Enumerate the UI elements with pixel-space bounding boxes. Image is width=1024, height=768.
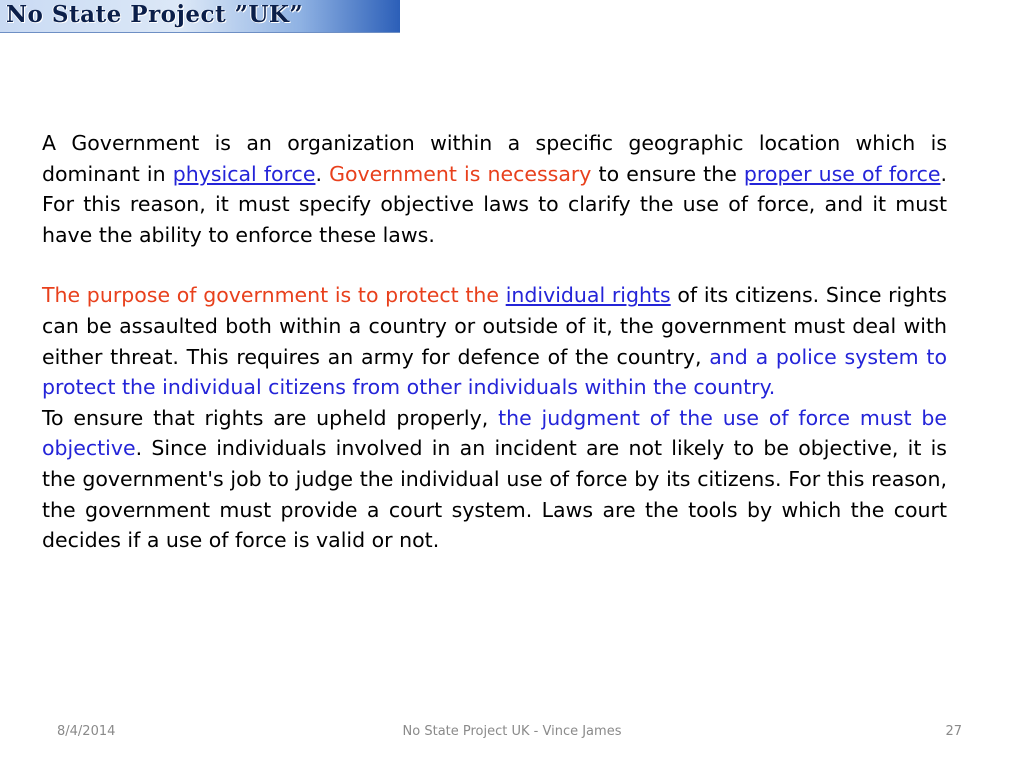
paragraph-gap	[42, 250, 947, 280]
footer-date: 8/4/2014	[57, 724, 116, 739]
text-span: To ensure that rights are upheld properly,	[42, 405, 499, 430]
paragraph-objective-judgment	[42, 403, 947, 556]
highlight-blue: and a police system to protect the individual citizens from other individuals within the country.	[42, 344, 947, 400]
highlight-red: The purpose of government is to protect the	[42, 283, 499, 308]
footer-page-number: 27	[945, 724, 962, 739]
link-physical-force[interactable]: physical force	[172, 161, 316, 186]
footer-title: No State Project UK - Vince James	[402, 724, 622, 739]
text-span: to ensure the	[591, 161, 744, 186]
logo-banner	[0, 0, 400, 33]
link-individual-rights[interactable]: individual rights	[505, 283, 671, 308]
logo-text: No State Project ”UK”	[6, 1, 304, 28]
text-span: . For this reason, it must specify objective laws to clarify the use of force, and it must have the ability to enforce these laws.	[42, 161, 947, 247]
paragraph-purpose	[42, 280, 947, 402]
text-span: A Government is an organization within a specific geographic location which is dominant in	[42, 131, 947, 186]
slide-body	[42, 128, 947, 556]
text-span: .	[315, 161, 330, 186]
text-span	[499, 283, 506, 307]
link-proper-use-of-force[interactable]: proper use of force	[743, 161, 941, 186]
highlight-red: Government is necessary	[329, 161, 592, 186]
text-span: . Since individuals involved in an incident are not likely to be objective, it is the government's job to judge the individual use of force by its citizens. For this reason, the government must provide a court system. Laws are the tools by which the court decides if a use of force is valid or not.	[42, 436, 947, 553]
highlight-blue: the judgment of the use of force must be objective	[42, 405, 947, 461]
paragraph-definition	[42, 128, 947, 250]
text-span: of its citizens. Since rights can be assaulted both within a country or outside of it, the government must deal with either threat. This requires an army for defence of the country,	[42, 283, 947, 369]
